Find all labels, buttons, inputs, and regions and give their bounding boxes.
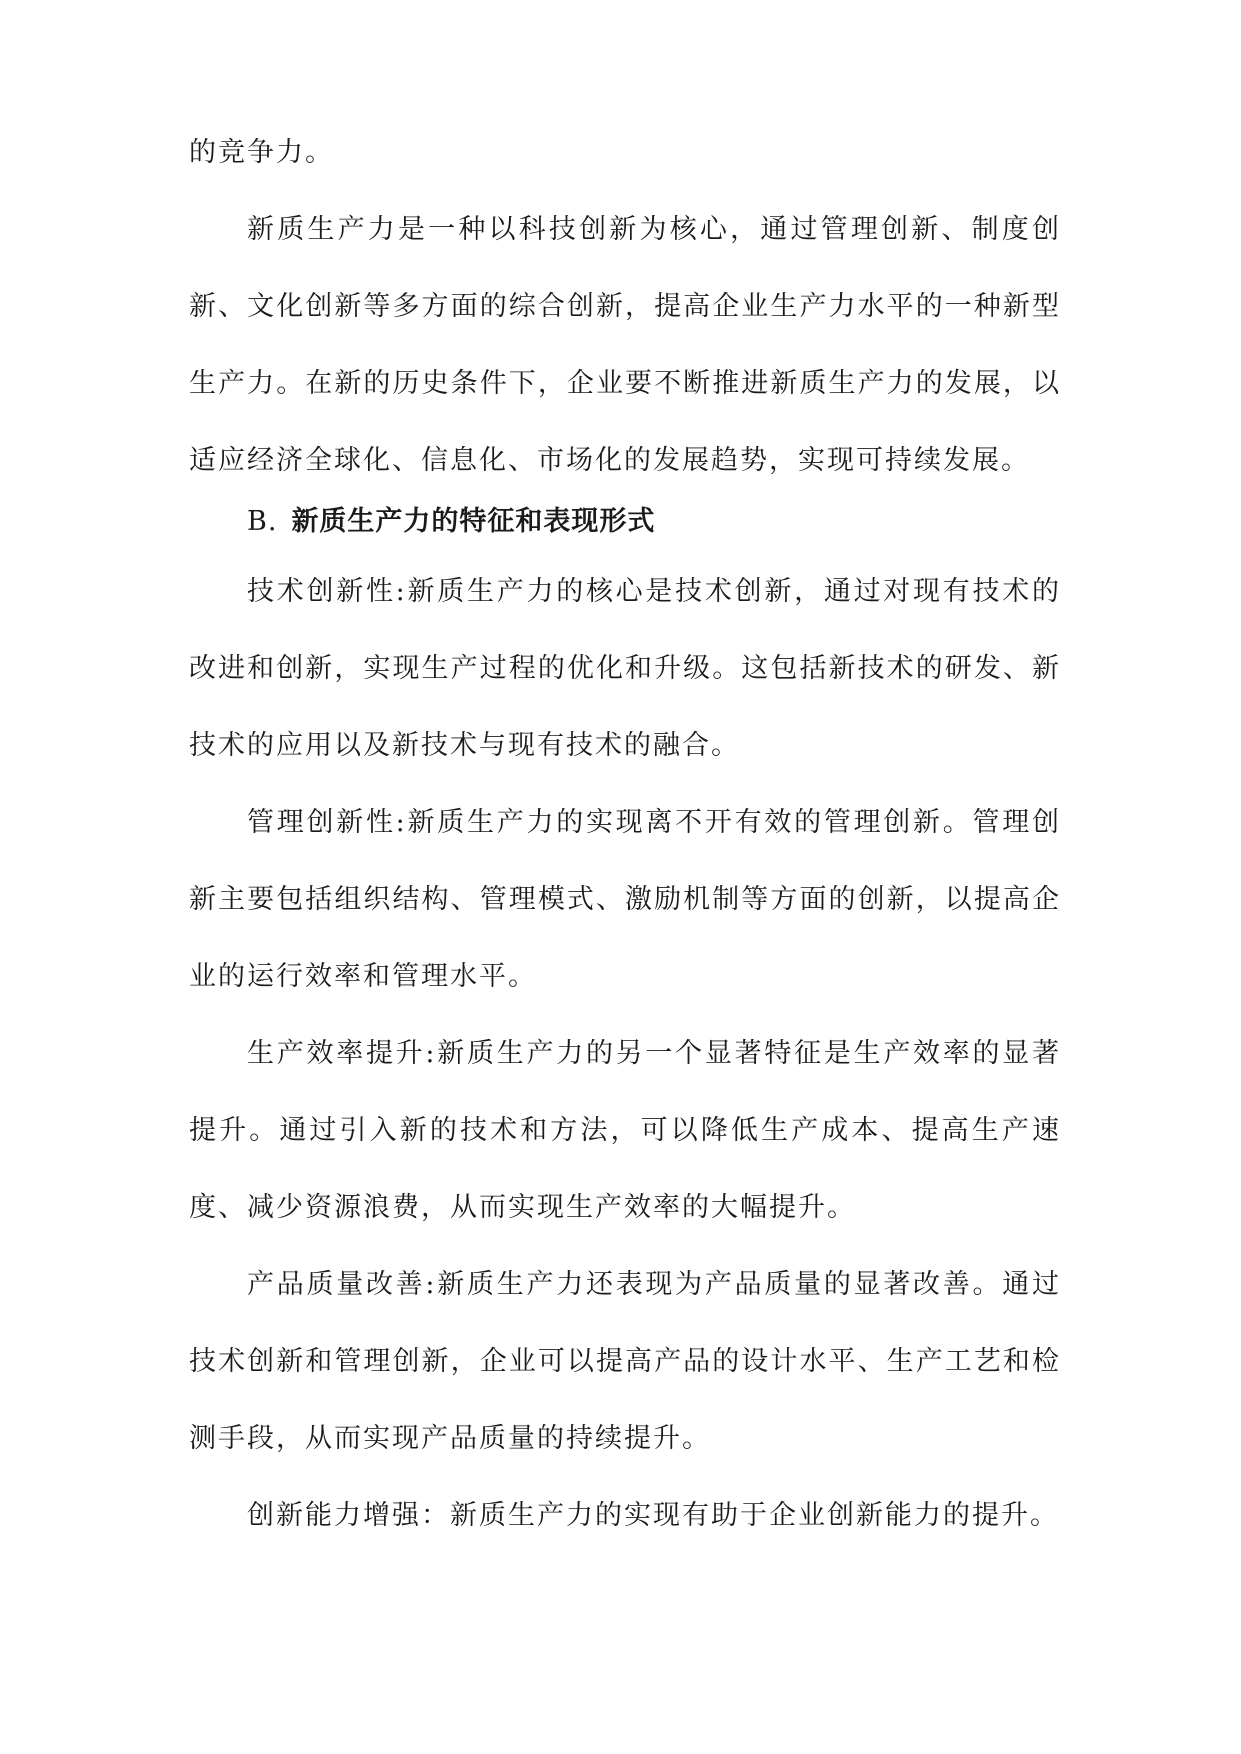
feature-term: 产品质量改善: — [247, 1269, 437, 1300]
definition-paragraph: 新质生产力是一种以科技创新为核心，通过管理创新、制度创新、文化创新等多方面的综合创新，提高企业生产力水平的一种新型生产力。在新的历史条件下，企业要不断推进新质生产力的发展，以适应经济全球化、信息化、市场化的发展趋势，实现可持续发展。 — [189, 214, 1061, 476]
feature-paragraph-efficiency — [189, 1015, 1061, 1246]
section-title: 新质生产力的特征和表现形式 — [291, 506, 656, 537]
intro-block — [189, 114, 1061, 191]
feature-text: 新质生产力的另一个显著特征是生产效率的显著提升。通过引入新的技术和方法，可以降低生产成本、提高生产速度、减少资源浪费，从而实现生产效率的大幅提升。 — [189, 1038, 1062, 1223]
section-heading — [189, 483, 1061, 560]
features-block — [189, 553, 1061, 1554]
feature-paragraph-quality — [189, 1246, 1061, 1477]
feature-paragraph-management — [189, 784, 1061, 1015]
section-number: B. — [247, 506, 278, 537]
feature-text: 新质生产力的实现有助于企业创新能力的提升。 — [450, 1500, 1059, 1531]
definition-block — [189, 191, 1061, 499]
feature-term: 管理创新性: — [247, 807, 407, 838]
feature-term: 创新能力增强： — [247, 1500, 450, 1531]
feature-paragraph-technology — [189, 553, 1061, 784]
feature-text: 新质生产力的实现离不开有效的管理创新。管理创新主要包括组织结构、管理模式、激励机制等方面的创新，以提高企业的运行效率和管理水平。 — [189, 807, 1061, 992]
feature-text: 新质生产力还表现为产品质量的显著改善。通过技术创新和管理创新，企业可以提高产品的设计水平、生产工艺和检测手段，从而实现产品质量的持续提升。 — [189, 1269, 1062, 1454]
feature-term: 生产效率提升: — [247, 1038, 437, 1069]
feature-term: 技术创新性: — [247, 576, 407, 607]
feature-text: 新质生产力的核心是技术创新，通过对现有技术的改进和创新，实现生产过程的优化和升级。这包括新技术的研发、新技术的应用以及新技术与现有技术的融合。 — [189, 576, 1061, 761]
section-heading-block — [189, 483, 1061, 560]
intro-continuation: 的竞争力。 — [189, 137, 334, 168]
feature-paragraph-innovation — [189, 1477, 1061, 1554]
